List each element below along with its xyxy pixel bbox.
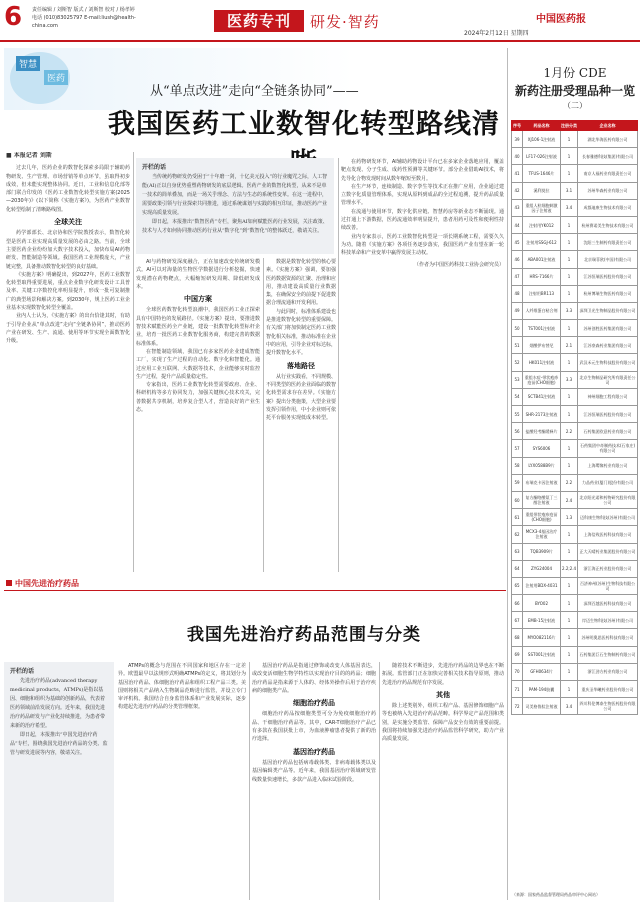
table-cell: 41: [512, 165, 523, 182]
paragraph: 数据是数智化转型的核心要素。《实施方案》强调，要加强医药数据资源的汇聚、治理和应用，推动建设高质量行业数据集，在确保安全的前提下促进数据合理流通和开发利用。: [266, 259, 336, 307]
table-row: [512, 302, 638, 319]
table-cell: 40: [512, 148, 523, 165]
table-cell: 百济神州(苏州)生物科技有限公司: [578, 577, 638, 594]
editor-note-text-2: 即日起，本报推出“中国先进治疗药品”专栏，围绕我国先进治疗药品的分类、监管与研发进展等内容，敬请关注。: [10, 732, 108, 756]
table-row: [512, 457, 638, 474]
table-row: [512, 526, 638, 543]
table-cell: 杭州博瑞生物医药有限公司: [578, 285, 638, 302]
table-cell: 江苏豪森药业集团有限公司: [578, 337, 638, 354]
table-cell: 司美格鲁肽注射液: [523, 698, 561, 715]
article-pretitle: 从“单点改进”走向“全链条协同”——: [150, 84, 359, 99]
table-cell: 1: [561, 388, 578, 405]
table-cell: 53: [512, 371, 523, 388]
paragraph: 业内专家表示，医药工业数智化转型是一项长期系统工程，需要久久为功。随着《实施方案》各项任务逐步落实，我国医药产业有望在新一轮科技革命和产业变革中赢得发展主动权。: [341, 233, 504, 257]
table-cell: SHR-2173注射液: [523, 406, 561, 423]
table-row: [512, 285, 638, 302]
table-cell: 北京瑞菲欧(中国)有限公司: [578, 251, 638, 268]
table-cell: 重组人粒细胞刺激因子注射液: [523, 199, 561, 216]
table-cell: 2.4: [561, 491, 578, 508]
table-cell: XJ106-1注射液: [523, 131, 561, 148]
table-cell: 上海信致医药科技有限公司: [578, 526, 638, 543]
table-row: [512, 423, 638, 440]
table-row: [512, 337, 638, 354]
table-cell: BYO02: [523, 595, 561, 612]
table-cell: TFUS-1646片: [523, 165, 561, 182]
table-cell: 58: [512, 457, 523, 474]
article1-column-2: [136, 258, 260, 572]
table-row: [512, 354, 638, 371]
editor-note-box: [136, 158, 334, 254]
paragraph: 细胞治疗药品按细胞类型可分为免疫细胞治疗药品、干细胞治疗药品等。其中，CAR-T细胞治疗产品已有多款在我国获批上市，为血液肿瘤患者提供了新的治疗选择。: [252, 711, 376, 743]
drug-registration-table: [511, 120, 638, 715]
table-cell: 人纤维蛋白粘合剂: [523, 302, 561, 319]
table-cell: 3.3: [561, 302, 578, 319]
table-cell: 45: [512, 234, 523, 251]
table-cell: 2.2: [561, 474, 578, 491]
table-cell: GFH0634片: [523, 663, 561, 680]
table-cell: 复方酮咯酸氨丁三醇注射液: [523, 491, 561, 508]
article1-column-3: [266, 258, 336, 572]
paragraph: 过去几年，医药企业的数智化探索多局限于辅助药物研发、生产管理、市场营销等单点环节，虽取得初步成效，但未能实现整体协同。近日，工业和信息化部等部门联合印发的《医药工业数智化转型实施方案(2025—2030年)》(以下简称《实施方案》)，为医药产业数智化转型绘制了清晰路线图。: [6, 165, 130, 213]
table-cell: 浙江劲方药业有限公司: [578, 663, 638, 680]
table-cell: 溪利莫拉: [523, 182, 561, 199]
table-cell: SYS6006: [523, 440, 561, 457]
paragraph: AI与药物研发深度融合，正在加速改变传统研发模式。AI可以对海量的生物医学数据进行分析挖掘，快速发现潜在药物靶点，大幅缩短研发周期、降低研发成本。: [136, 259, 260, 290]
article2-column-2: [252, 662, 376, 900]
paragraph: 在生产环节，连续制造、数字孪生等技术正在推广应用，企业通过建立数字化质量管理体系，实现从原料到成品的全过程追溯，提升药品质量管理水平。: [341, 183, 504, 207]
table-cell: 岸迈生物科技(苏州)有限公司: [578, 612, 638, 629]
column-banner: [4, 48, 504, 110]
column-label: [6, 578, 79, 589]
table-row: [512, 199, 638, 216]
table-cell: 42: [512, 182, 523, 199]
table-cell: 苏州华森药业有限公司: [578, 182, 638, 199]
table-cell: 1: [561, 646, 578, 663]
table-cell: 力品药业(厦门)股份有限公司: [578, 474, 638, 491]
table-cell: 1: [561, 251, 578, 268]
table-cell: 1: [561, 148, 578, 165]
editor-note-title: 开栏的话: [10, 668, 35, 675]
table-row: [512, 474, 638, 491]
table-cell: ZYG24004: [523, 560, 561, 577]
table-cell: 1: [561, 457, 578, 474]
table-cell: 1: [561, 629, 578, 646]
table-row: [512, 388, 638, 405]
paragraph: 从行业实践看，不同规模、不同类型的医药企业面临的数智化转型需求存在差异。《实施方案》提出分类施策，大型企业要发挥引领作用，中小企业则可依托平台服务实现低成本转型。: [266, 373, 336, 422]
table-cell: 1: [561, 285, 578, 302]
table-row: [512, 216, 638, 233]
table-cell: 盐酸羟考酮缓释片: [523, 423, 561, 440]
table-cell: 66: [512, 595, 523, 612]
page-header: [0, 0, 640, 44]
table-row: [512, 234, 638, 251]
table-cell: 1: [561, 320, 578, 337]
table-cell: 55: [512, 406, 523, 423]
table-cell: 2.2;2.4: [561, 560, 578, 577]
table-cell: HRS-7166片: [523, 268, 561, 285]
table-cell: 63: [512, 543, 523, 560]
banner-tag-2: 医药: [44, 70, 68, 85]
table-cell: 江苏恒瑞医药股份有限公司: [578, 406, 638, 423]
article1-column-1: [6, 152, 130, 572]
table-row: [512, 320, 638, 337]
column-divider: [379, 662, 380, 900]
table-row: [512, 491, 638, 508]
table-row: [512, 612, 638, 629]
column-divider: [249, 662, 250, 900]
table-row: [512, 663, 638, 680]
table-cell: 46: [512, 251, 523, 268]
table-cell: 1: [561, 268, 578, 285]
square-icon: [6, 580, 12, 586]
table-cell: HK011注射液: [523, 354, 561, 371]
table-source: （来源：国家药品监督管理局药品审评中心网站）: [512, 892, 600, 897]
paragraph: 药学部部长、北京协和医学院教授表示，数智化转型是医药工业实现高质量发展的必由之路。当前，全球主要医药企业纷纷加大数字技术投入，加快布局AI药物研发、智能制造等领域。我国医药工业规模庞大，产业链完整，具备推动数智化转型的良好基础。: [6, 230, 130, 270]
column-divider: [263, 258, 264, 572]
paragraph: 在智能制造领域，我国已有多家医药企业建成智能工厂，实现了生产过程的自动化、数字化和智能化。通过应用工业互联网、大数据等技术，企业能够实时监控生产过程，提升产品质量稳定性。: [136, 348, 260, 380]
table-cell: 62: [512, 526, 523, 543]
table-row: [512, 131, 638, 148]
table-cell: 北京阳光诺和药物研究股份有限公司: [578, 491, 638, 508]
editor-note-title: 开栏的话: [142, 164, 167, 171]
column-divider: [133, 152, 134, 572]
table-cell: MYO082116片: [523, 629, 561, 646]
table-cell: 苏州明奥思医药科技有限公司: [578, 629, 638, 646]
table-cell: 江苏恒瑞医药股份有限公司: [578, 268, 638, 285]
editor-credits: [32, 6, 152, 30]
editor-note-text-2: 即日起，本报推出“数智医药”专栏，聚焦AI如何赋能医药行业发展，关注政策、技术与人才如何协同推动医药行业从“数字化”到“数智化”的整体跃迁，敬请关注。: [142, 219, 328, 234]
table-row: [512, 148, 638, 165]
table-cell: 注射用SSGJ-612: [523, 234, 561, 251]
subheading: 落地路径: [287, 361, 315, 370]
paragraph: 《实施方案》明确提出，到2027年，医药工业数智化转型取得重要进展，重点企业数字化研发设计工具普及率、关键工序数控化率明显提升，形成一批可复制推广的典型场景和解决方案。到2030年，规上医药工业企业基本实现数智化转型全覆盖。: [6, 271, 130, 312]
panel-subtitle: 新药注册受理品种一览: [514, 84, 635, 98]
section-divider: [4, 590, 506, 591]
banner-tag-1: 智慧: [16, 56, 40, 71]
table-cell: 成都迪康生物技术有限公司: [578, 199, 638, 216]
newspaper-name: 中国医药报: [536, 14, 586, 25]
table-cell: 1: [561, 577, 578, 594]
table-row: [512, 646, 638, 663]
table-cell: 57: [512, 440, 523, 457]
table-cell: 59: [512, 474, 523, 491]
table-header-row: [512, 121, 638, 131]
table-cell: 2.1: [561, 337, 578, 354]
table-cell: 70: [512, 663, 523, 680]
table-row: [512, 182, 638, 199]
section-brand: 医药专刊: [214, 10, 304, 32]
issue-date: 2024年2月12日 星期四: [464, 30, 529, 37]
paragraph: 除上述类别外，组织工程产品、基因修饰细胞产品等也被纳入先进治疗药品范畴。科学界定产品范围和类别，是实施分类监管、保障产品安全有效的重要前提。我国将持续加强先进治疗药品监管科学研究，助力产业高质量发展。: [382, 703, 504, 743]
table-cell: LF17-026注射液: [523, 148, 561, 165]
paragraph: 业内人士认为，《实施方案》的出台恰逢其时，有助于引导企业从“单点改进”走向“全链条协同”，推动医药产业在研发、生产、流通、使用等环节实现全面数智化升级。: [6, 313, 130, 345]
table-cell: SST001注射液: [523, 646, 561, 663]
table-row: [512, 268, 638, 285]
table-cell: 67: [512, 612, 523, 629]
column-divider: [338, 158, 339, 572]
table-body: [512, 131, 638, 715]
table-cell: 3.1: [561, 182, 578, 199]
table-cell: 南京人福药业有限责任公司: [578, 165, 638, 182]
table-cell: 3.3: [561, 371, 578, 388]
table-cell: 54: [512, 388, 523, 405]
table-cell: 深圳百越医药科技有限公司: [578, 595, 638, 612]
table-cell: 布瑞克卡因注射液: [523, 474, 561, 491]
table-cell: 1: [561, 595, 578, 612]
paragraph: 在流通与使用环节，数字化供应链、智慧药房等新业态不断涌现。通过打通上下游数据，医药流通效率明显提升，患者用药可及性和便利性持续改善。: [341, 208, 504, 232]
table-cell: 1: [561, 543, 578, 560]
table-cell: 49: [512, 302, 523, 319]
table-cell: 64: [512, 560, 523, 577]
table-cell: 51: [512, 337, 523, 354]
table-row: [512, 509, 638, 526]
article2-column-1: [118, 662, 246, 900]
table-cell: 39: [512, 131, 523, 148]
table-cell: 50: [512, 320, 523, 337]
table-cell: ABA001注射液: [523, 251, 561, 268]
table-cell: 1.3: [561, 509, 578, 526]
table-cell: 60: [512, 491, 523, 508]
table-cell: 56: [512, 423, 523, 440]
table-cell: 43: [512, 199, 523, 216]
table-cell: 重组带状疱疹疫苗(CHO细胞): [523, 509, 561, 526]
table-cell: TQB3909片: [523, 543, 561, 560]
column-header: 序号: [512, 121, 523, 131]
table-cell: 69: [512, 646, 523, 663]
table-cell: LYX0588B9片: [523, 457, 561, 474]
table-row: [512, 560, 638, 577]
table-row: [512, 371, 638, 388]
table-cell: 68: [512, 629, 523, 646]
table-cell: 1: [561, 612, 578, 629]
article2-column-3: [382, 662, 504, 900]
table-cell: 1: [561, 681, 578, 698]
table-cell: 烟酸伊布替尼: [523, 337, 561, 354]
byline: ■ 本报记者 刘斯: [6, 152, 52, 159]
section-subtitle: 研发·智药: [310, 13, 380, 31]
table-cell: 浙江海正药业股份有限公司: [578, 560, 638, 577]
table-row: [512, 595, 638, 612]
table-cell: 1: [561, 440, 578, 457]
table-cell: 注射用YK012: [523, 216, 561, 233]
subheading: 细胞治疗药品: [293, 699, 335, 708]
table-cell: 苏州创胜医药集团有限公司: [578, 320, 638, 337]
table-row: [512, 629, 638, 646]
table-cell: 四川科伦博泰生物医药股份有限公司: [578, 698, 638, 715]
table-row: [512, 698, 638, 715]
author-note: （作者为中国医药科技工业协会研究员）: [413, 261, 504, 268]
table-row: [512, 681, 638, 698]
table-cell: 注射用BR113: [523, 285, 561, 302]
table-cell: 1: [561, 406, 578, 423]
table-cell: 1: [561, 234, 578, 251]
table-cell: TST001注射液: [523, 320, 561, 337]
paragraph: 基因治疗药品包括病毒载体类、非病毒载体类以及基因编辑类产品等。近年来，我国基因治疗领域研发管线数量快速增长，多款产品进入临床试验阶段。: [252, 759, 376, 783]
table-cell: 3.4: [561, 698, 578, 715]
subheading: 全球关注: [54, 218, 82, 227]
table-cell: 武汉禾元生物科技股份有限公司: [578, 354, 638, 371]
paragraph: 基因治疗药品是指通过修饰或改变人体基因表达，或改变活细胞生物学特性以实现治疗目的的药品；细胞治疗药品是指来源于人体的、经体外操作后用于治疗疾病的细胞类产品。: [252, 663, 376, 694]
contact-line: 电话 (010)83025797 E-mail:liush@health-china.com: [32, 15, 136, 29]
column-header: 药品名称: [523, 121, 561, 131]
article-headline: 我国医药工业数智化转型路线清: [108, 109, 500, 140]
paragraph: 全球医药数智化转型浪潮中，我国医药工业正探索具有中国特色的发展路径。《实施方案》提出，要推进数智技术赋能医药全产业链，建设一批数智化转型标杆企业，培育一批医药工业数智化服务商，构建完善的数据标准体系。: [136, 307, 260, 347]
table-cell: 2.2: [561, 423, 578, 440]
header-divider: [0, 40, 640, 42]
paragraph: 在药物研发环节，AI辅助药物设计平台已在多家企业落地应用，覆盖靶点发现、分子生成、成药性预测等关键环节。部分企业借助AI技术，将先导化合物发现时间从数年缩短至数月。: [341, 159, 504, 182]
table-row: [512, 577, 638, 594]
column-header: 企业名称: [578, 121, 638, 131]
paragraph: 专家指出，医药工业数智化转型需要政府、企业、科研机构等多方协同发力，加强关键核心技术攻关，完善数据共享机制，培养复合型人才，营造良好的产业生态。: [136, 382, 260, 414]
table-cell: 上海璎黎药业有限公司: [578, 457, 638, 474]
table-cell: 深圳卫光生物制品股份有限公司: [578, 302, 638, 319]
table-row: [512, 251, 638, 268]
table-row: [512, 440, 638, 457]
table-cell: 1: [561, 354, 578, 371]
table-cell: 石药集团中奇制药技术(石家庄)有限公司: [578, 440, 638, 457]
subheading: 其他: [436, 690, 450, 699]
subheading: 基因治疗药品: [293, 747, 335, 756]
table-cell: 1: [561, 131, 578, 148]
table-cell: 石药集团欧意药业有限公司: [578, 423, 638, 440]
table-cell: 北京生物制品研究所有限责任公司: [578, 371, 638, 388]
table-cell: 65: [512, 577, 523, 594]
table-cell: 47: [512, 268, 523, 285]
table-cell: 3.4: [561, 199, 578, 216]
table-cell: 1: [561, 216, 578, 233]
panel-title: 1月份 CDE: [543, 66, 607, 80]
article1-column-4: [341, 158, 504, 572]
table-cell: 沈阳三生制药有限责任公司: [578, 234, 638, 251]
editor-note-text: 当传统药物研发仍受困于“十年磨一剑，十亿美元投入”的行业魔咒之际，人工智能(AI)正以自身优势重塑药物研发的底层逻辑。医药产业的数智化转型，从来不是单一技术的简单叠加，而是一场关乎理念、方法与生态的系统性变革。在这一进程中，需要政策引领与行业探索共同推进，通过系统谋划与实践的相互印证，推动医药产业实现高质量发展。: [142, 174, 328, 216]
table-cell: 杭州赛诺美生物技术有限公司: [578, 216, 638, 233]
table-cell: 48: [512, 285, 523, 302]
table-cell: 神州细胞工程有限公司: [578, 388, 638, 405]
panel-divider: [507, 48, 508, 900]
article2-headline: 我国先进治疗药品范围与分类: [187, 625, 421, 645]
table-cell: 1: [561, 663, 578, 680]
table-cell: 1: [561, 165, 578, 182]
table-cell: 正大天晴药业集团股份有限公司: [578, 543, 638, 560]
page-number: 6: [4, 2, 23, 32]
table-cell: 72: [512, 698, 523, 715]
table-cell: 重组水痘-带状疱疹疫苗(CHO细胞): [523, 371, 561, 388]
column-header: 注册分类: [561, 121, 578, 131]
table-row: [512, 406, 638, 423]
column-label-text: 中国先进治疗药品: [15, 579, 79, 588]
table-cell: 71: [512, 681, 523, 698]
table-cell: MCX3-4基因治疗注射液: [523, 526, 561, 543]
paragraph: ATMPs的概念与范围在不同国家和地区存在一定差异。欧盟最早以法规形式明确ATMPs的定义，将其划分为基因治疗药品、体细胞治疗药品和组织工程产品三类。美国则将相关产品纳入生物制品范畴进行监管，并设立专门审评机构。我国结合自身监管体系和产业发展实际，逐步构建起先进治疗药品的分类管理框架。: [118, 663, 246, 711]
table-cell: 1: [561, 526, 578, 543]
table-cell: 石药集团巨石生物制药有限公司: [578, 646, 638, 663]
table-cell: 52: [512, 354, 523, 371]
editor-note-text: 先进治疗药品(advanced therapy medicinal products，ATMPs)是指以基因、细胞和组织为基础的创新药品，代表着医药领域前沿发展方向。近年来，我国先进治疗药品研发与产业化持续推进，为患者带来新的治疗希望。: [10, 678, 106, 729]
table-cell: 44: [512, 216, 523, 233]
table-cell: 注射用BDX-4031: [523, 577, 561, 594]
table-row: [512, 165, 638, 182]
table-cell: EMB-15注射液: [523, 612, 561, 629]
table-cell: 重庆圣华曦药业股份有限公司: [578, 681, 638, 698]
table-cell: 湖北华海医药有限公司: [578, 131, 638, 148]
paragraph: 随着技术不断进步，先进治疗药品的边界也在不断拓展。监管部门正在加快完善相关技术指导原则，推动先进治疗药品规范有序发展。: [382, 663, 504, 686]
article2-editor-note: [4, 662, 114, 902]
panel-part: （二）: [563, 101, 587, 110]
paragraph: 与此同时，标准体系建设也是推进数智化转型的重要保障。有关部门将加快制定医药工业数智化相关标准，推动标准在企业中的应用，引导企业对标达标，提升数智化水平。: [266, 308, 336, 357]
table-cell: PAM-194胶囊: [523, 681, 561, 698]
table-cell: 长春雅德科技(集团)有限公司: [578, 148, 638, 165]
table-cell: SCTB41注射液: [523, 388, 561, 405]
editor-line: 责任编辑 / 刘斯智 版式 / 刘斯智 校对 / 杨孝婷: [32, 7, 135, 13]
subheading: 中国方案: [184, 295, 212, 304]
table-row: [512, 543, 638, 560]
table-cell: 61: [512, 509, 523, 526]
table-cell: 迈科康生物科技(苏州)有限公司: [578, 509, 638, 526]
